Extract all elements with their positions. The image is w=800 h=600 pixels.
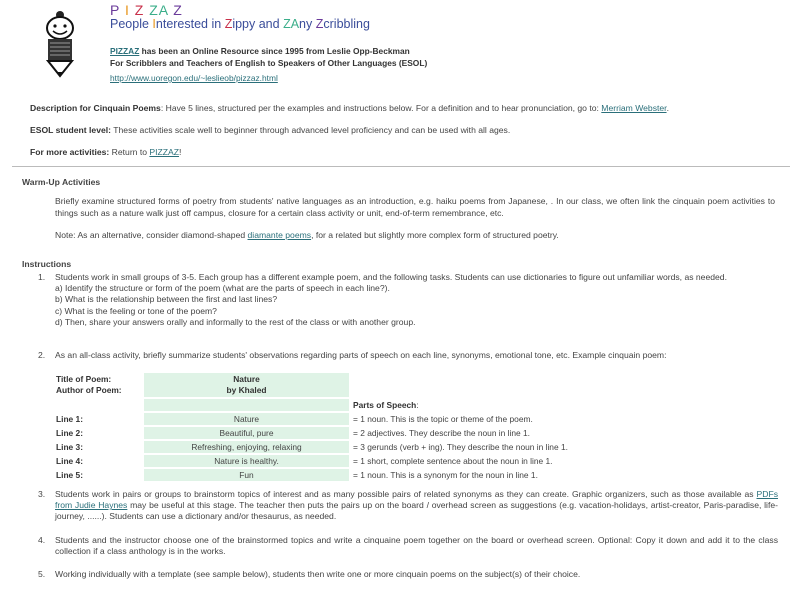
sub-item: b) What is the relationship between the first and last lines?: [55, 294, 278, 305]
header-line-1: PIZZAZ has been an Online Resource since 1995 from Leslie Opp-Beckman: [110, 46, 410, 56]
poem-line-row: Line 2: Beautiful, pure = 2 adjectives. They describe the noun in line 1.: [56, 428, 530, 438]
description: Description for Cinquain Poems: Have 5 lines, structured per the examples and instructions below. For a definition and to hear pronunciation, go to: Merriam Webster.: [30, 103, 669, 113]
warmup-note: Note: As an alternative, consider diamond-shaped diamante poems, for a related but slightly more complex form of structured poetry.: [55, 230, 559, 240]
sub-item: a) Identify the structure or form of the poem (what are the parts of speech in each line?).: [55, 283, 390, 294]
poem-title-row: Title of Poem: Author of Poem: Nature by Khaled: [52, 373, 589, 397]
poem-line-row: Line 3: Refreshing, enjoying, relaxing = 3 gerunds (verb + ing). They describe the noun in line 1.: [56, 442, 568, 452]
divider: [12, 166, 790, 167]
instructions-heading: Instructions: [22, 259, 72, 269]
merriam-webster-link[interactable]: Merriam Webster: [601, 103, 667, 113]
site-url-link[interactable]: http://www.uoregon.edu/~leslieob/pizzaz.html: [110, 73, 278, 83]
header-line-2: For Scribblers and Teachers of English to Speakers of Other Languages (ESOL): [110, 58, 428, 68]
esol-level: ESOL student level: These activities scale well to beginner through advanced level proficiency and can be used with all ages.: [30, 125, 511, 135]
instruction-item-4: 4. Students and the instructor choose one of the brainstormed topics and write a cinquaine poem together on the board or overhead screen. Optional: Copy it down and add it to the class collection if a class anthology is in the works.: [38, 535, 778, 557]
judie-haynes-link[interactable]: PDFs from Judie Haynes: [55, 489, 778, 511]
instruction-item-2: 2. As an all-class activity, briefly summarize students' observations regarding parts of speech on each line, synonyms, emotional tone, etc. Example cinquain poem:: [38, 350, 667, 360]
poem-line-row: Line 1: Nature = 1 noun. This is the topic or theme of the poem.: [56, 414, 533, 424]
sub-item: c) What is the feeling or tone of the poem?: [55, 305, 217, 316]
sub-item: d) Then, share your answers orally and informally to the rest of the class or with another group.: [55, 316, 416, 327]
more-activities: For more activities: Return to PIZZAZ!: [30, 147, 182, 157]
warmup-paragraph: Briefly examine structured forms of poetry from students' native languages as an introduction, e.g. haiku poems from Japanese, . In our class, we often link the cinquain poem activities to things such as a nature walk just off campus, closure for a certain class activity or unit, end-of-term remembrance, etc.: [55, 196, 775, 218]
poem-line-row: Line 4: Nature is healthy. = 1 short, complete sentence about the noun in line 1.: [56, 456, 553, 466]
instruction-item-5: 5. Working individually with a template (see sample below), students then write one or more cinquain poems on the subject(s) of their choice.: [38, 569, 581, 579]
site-subtitle: People Interested in Zippy and ZAny Zcribbling: [110, 17, 370, 31]
pizzaz-return-link[interactable]: PIZZAZ: [149, 147, 180, 157]
poem-line-row: Line 5: Fun = 1 noun. This is a synonym for the noun in line 1.: [56, 470, 538, 480]
instruction-item-3: 3. Students work in pairs or groups to brainstorm topics of interest and as many possible pairs of related synonyms as they can create. Graphic organizers, such as those available as PDFs from Judie Haynes may be useful at this stage. The teacher then puts the pairs up on the board / overhead screen as suggestions (e.g. vacation-holidays, artist-creator, Paris-paradise, life-journey, ......). Students can use a dictionary and/or thesaurus, as needed.: [38, 489, 778, 522]
diamante-poems-link[interactable]: diamante poems: [247, 230, 312, 240]
warmup-heading: Warm-Up Activities: [22, 177, 101, 187]
pizzaz-link[interactable]: PIZZAZ: [110, 46, 140, 56]
instruction-item-1: 1. Students work in small groups of 3-5. Each group has a different example poem, and the following tasks. Students can use dictionaries to figure out unfamiliar words, as needed. a) Identify the structure or form of the poem (what are the parts of speech in each line?). b) What is the relationship between the first and last lines? c) What is the feeling or tone of the poem? d) Then, share your answers orally and informally to the rest of the class or with another group.: [38, 272, 778, 328]
poem-table: [52, 371, 589, 483]
site-title: P I Z ZA Z: [110, 2, 183, 18]
poem-heading-row: Parts of Speech:: [52, 399, 589, 411]
pencil-kid-icon: [38, 8, 82, 78]
